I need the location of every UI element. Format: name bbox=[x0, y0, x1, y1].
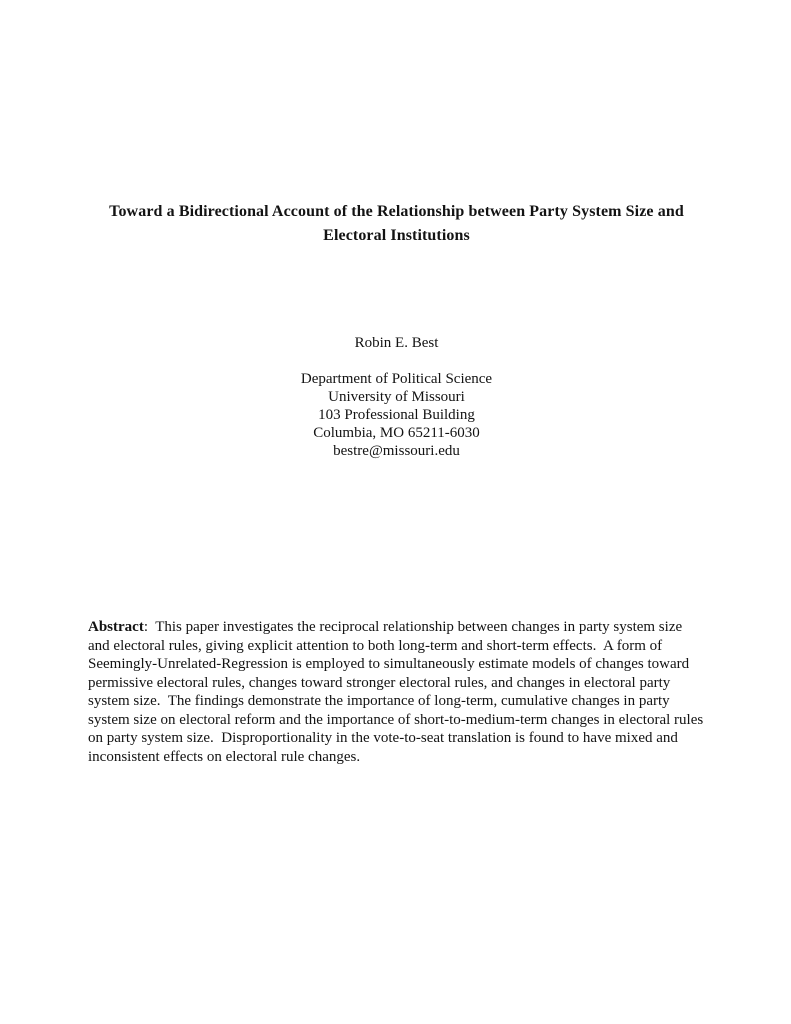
affiliation-department: Department of Political Science bbox=[300, 371, 493, 387]
author-name: Robin E. Best bbox=[354, 335, 439, 351]
abstract-label: Abstract bbox=[88, 619, 144, 635]
affiliation-city-zip: Columbia, MO 65211-6030 bbox=[313, 425, 480, 441]
author-email: bestre@missouri.edu bbox=[333, 443, 460, 459]
affiliation-university: University of Missouri bbox=[328, 389, 465, 405]
affiliation-building: 103 Professional Building bbox=[318, 407, 475, 423]
affiliation-block bbox=[88, 370, 705, 460]
paper-title: Toward a Bidirectional Account of the Relationship between Party System Size and Electoral Institutions bbox=[109, 203, 684, 244]
abstract-paragraph bbox=[88, 618, 705, 766]
abstract-text: : This paper investigates the reciprocal relationship between changes in party system size and electoral rules, giving explicit attention to both long-term and short-term effects. A form of Seemingly-Unrelated-Regression is employed to simultaneously estimate models of changes toward permissive electoral rules, changes toward stronger electoral rules, and changes in electoral party system size. The findings demonstrate the importance of long-term, cumulative changes in party system size on electoral reform and the importance of short-to-medium-term changes in electoral rules on party system size. Disproportionality in the vote-to-seat translation is found to have mixed and inconsistent effects on electoral rule changes. bbox=[88, 619, 707, 765]
